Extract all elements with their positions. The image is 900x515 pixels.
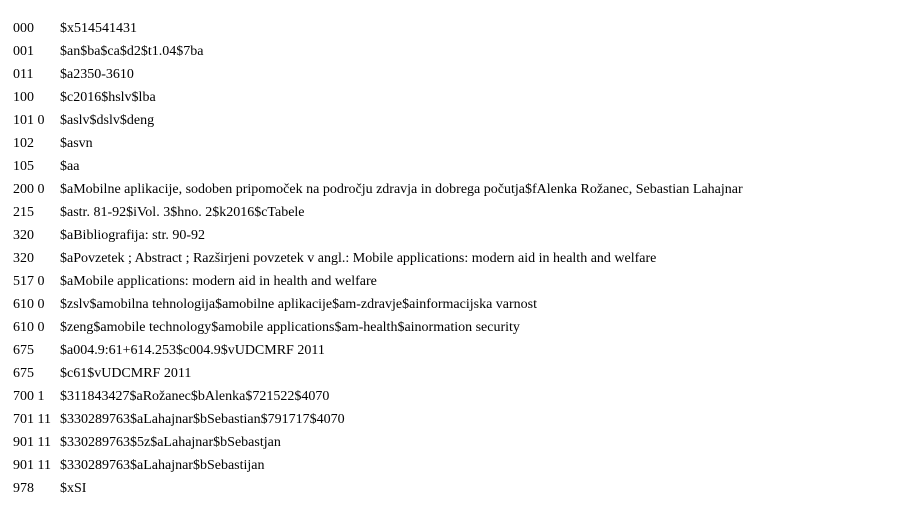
field-content: $330289763$aLahajnar$bSebastian$791717$4070	[60, 412, 345, 427]
marc-record	[13, 17, 893, 500]
record-line	[13, 17, 893, 40]
field-content: $an$ba$ca$d2$t1.04$7ba	[60, 44, 204, 59]
record-line	[13, 385, 893, 408]
record-line	[13, 40, 893, 63]
field-content: $311843427$aRožanec$bAlenka$721522$4070	[60, 389, 330, 404]
field-tag: 610 0	[13, 297, 45, 312]
field-content: $zeng$amobile technology$amobile applications$am-health$ainormation security	[60, 320, 520, 335]
field-tag: 011	[13, 67, 34, 82]
record-line	[13, 339, 893, 362]
field-content: $330289763$aLahajnar$bSebastijan	[60, 458, 265, 473]
record-line	[13, 408, 893, 431]
record-line	[13, 454, 893, 477]
record-line	[13, 63, 893, 86]
field-tag: 102	[13, 136, 34, 151]
field-content: $astr. 81-92$iVol. 3$hno. 2$k2016$cTabele	[60, 205, 305, 220]
field-content: $aBibliografija: str. 90-92	[60, 228, 206, 243]
field-tag: 200 0	[13, 182, 45, 197]
record-line	[13, 155, 893, 178]
field-content: $aslv$dslv$deng	[60, 113, 155, 128]
record-line	[13, 224, 893, 247]
field-tag: 001	[13, 44, 34, 59]
field-tag: 701 11	[13, 412, 51, 427]
field-tag: 517 0	[13, 274, 45, 289]
field-tag: 105	[13, 159, 34, 174]
field-tag: 700 1	[13, 389, 45, 404]
field-tag: 901 11	[13, 435, 51, 450]
field-tag: 675	[13, 366, 34, 381]
record-line	[13, 270, 893, 293]
field-content: $aa	[60, 159, 80, 174]
field-content: $a004.9:61+614.253$c004.9$vUDCMRF 2011	[60, 343, 325, 358]
record-line	[13, 362, 893, 385]
record-line	[13, 247, 893, 270]
field-content: $xSI	[60, 481, 87, 496]
record-line	[13, 109, 893, 132]
record-line	[13, 477, 893, 500]
field-content: $a2350-3610	[60, 67, 134, 82]
record-line	[13, 431, 893, 454]
field-tag: 978	[13, 481, 34, 496]
field-content: $c2016$hslv$lba	[60, 90, 156, 105]
field-content: $330289763$5z$aLahajnar$bSebastjan	[60, 435, 281, 450]
record-line	[13, 201, 893, 224]
field-content: $aMobilne aplikacije, sodoben pripomoček na področju zdravja in dobrega počutja$fAlenka Rožanec, Sebastian Lahajnar	[60, 182, 743, 197]
field-tag: 320	[13, 228, 34, 243]
field-content: $c61$vUDCMRF 2011	[60, 366, 192, 381]
field-tag: 675	[13, 343, 34, 358]
field-tag: 215	[13, 205, 34, 220]
field-content: $zslv$amobilna tehnologija$amobilne aplikacije$am-zdravje$ainformacijska varnost	[60, 297, 538, 312]
record-line	[13, 132, 893, 155]
field-tag: 320	[13, 251, 34, 266]
field-tag: 901 11	[13, 458, 51, 473]
record-line	[13, 178, 893, 201]
record-line	[13, 293, 893, 316]
field-tag: 100	[13, 90, 34, 105]
field-tag: 610 0	[13, 320, 45, 335]
field-content: $aPovzetek ; Abstract ; Razširjeni povzetek v angl.: Mobile applications: modern aid in health and welfare	[60, 251, 657, 266]
field-tag: 000	[13, 21, 34, 36]
record-line	[13, 316, 893, 339]
record-line	[13, 86, 893, 109]
field-content: $aMobile applications: modern aid in health and welfare	[60, 274, 377, 289]
field-tag: 101 0	[13, 113, 45, 128]
field-content: $x514541431	[60, 21, 137, 36]
field-content: $asvn	[60, 136, 93, 151]
